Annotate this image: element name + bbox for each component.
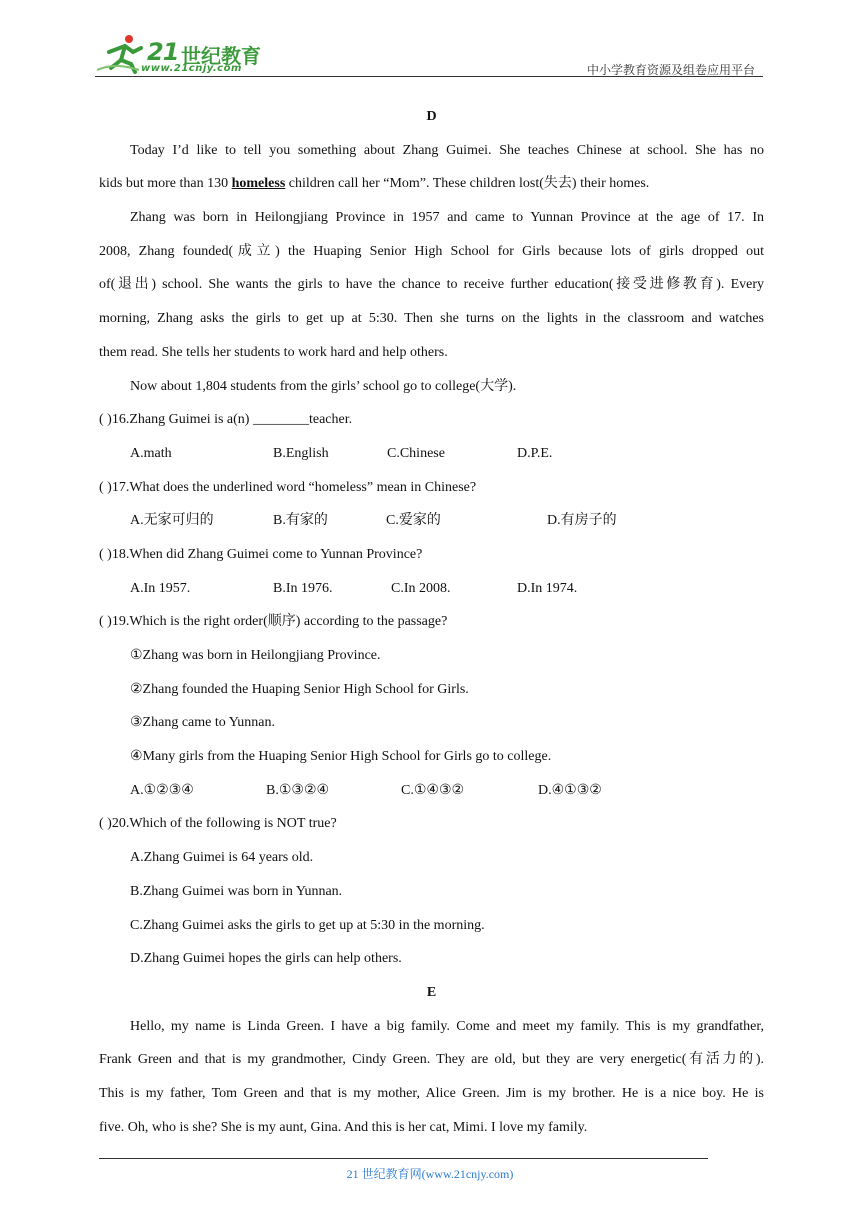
brand-url: www.21cnjy.com: [141, 63, 242, 74]
option-c: C.Chinese: [387, 445, 445, 461]
option-a: A.无家可归的: [130, 513, 214, 529]
option-a: A.Zhang Guimei is 64 years old.: [130, 850, 314, 866]
order-statement-1: ①Zhang was born in Heilongjiang Province.: [130, 648, 381, 663]
header-divider: [95, 76, 763, 77]
order-statement-3: ③Zhang came to Yunnan.: [130, 715, 275, 731]
footer-divider: [99, 1158, 708, 1159]
paragraph-line: Today I’d like to tell you something about Zhang Guimei. She teaches Chinese at school. She has no: [130, 142, 764, 158]
question-18-stem: ( )18.When did Zhang Guimei come to Yunnan Province?: [99, 546, 423, 562]
option-c: C.Zhang Guimei asks the girls to get up at 5:30 in the morning.: [130, 917, 485, 933]
paragraph-line: of(退出) school. She wants the girls to have the chance to receive further education(接受进修教育). Every: [99, 277, 764, 293]
paragraph-line: Zhang was born in Heilongjiang Province in 1957 and came to Yunnan Province at the age of 17. In: [130, 210, 764, 226]
paragraph-line: [99, 171, 764, 205]
option-c: C.In 2008.: [391, 580, 451, 596]
logo: [95, 32, 265, 76]
option-b: B.English: [273, 445, 329, 461]
question-16-stem: ( )16.Zhang Guimei is a(n) ________teacher.: [99, 412, 353, 428]
option-d: D.P.E.: [517, 445, 553, 461]
option-b: B.In 1976.: [273, 580, 333, 596]
option-c: C.爱家的: [386, 513, 441, 529]
question-17-options: [99, 508, 764, 542]
option-b: B.①③②④: [266, 782, 330, 798]
question-16-options: [99, 441, 764, 475]
question-20-stem: ( )20.Which of the following is NOT true?: [99, 816, 337, 832]
paragraph-line: Now about 1,804 students from the girls’ school go to college(大学).: [130, 378, 517, 394]
option-b: B.有家的: [273, 513, 328, 529]
option-d: D.④①③②: [538, 782, 602, 798]
option-b: B.Zhang Guimei was born in Yunnan.: [130, 883, 343, 899]
paragraph-line: Hello, my name is Linda Green. I have a big family. Come and meet my family. This is my grandfather,: [130, 1018, 764, 1034]
option-a: A.In 1957.: [130, 580, 191, 596]
page-header: [95, 32, 763, 78]
paragraph-line: morning, Zhang asks the girls to get up at 5:30. Then she turns on the lights in the classroom and watches: [99, 311, 764, 327]
footer-link[interactable]: 21 世纪教育网(www.21cnjy.com): [346, 1167, 514, 1181]
document-body: [99, 104, 764, 1148]
question-19-options: [99, 778, 764, 812]
section-e-title: E: [426, 984, 437, 1000]
brand-name: 世纪教育: [181, 44, 261, 68]
order-statement-4: ④Many girls from the Huaping Senior High School for Girls go to college.: [130, 749, 552, 765]
text-run: kids but more than 130: [99, 176, 232, 192]
option-d: D.有房子的: [547, 513, 617, 529]
question-18-options: [99, 576, 764, 610]
paragraph-line: five. Oh, who is she? She is my aunt, Gina. And this is her cat, Mimi. I love my family.: [99, 1119, 588, 1135]
order-statement-2: ②Zhang founded the Huaping Senior High School for Girls.: [130, 681, 469, 697]
section-d-title: D: [426, 109, 437, 124]
option-d: D.Zhang Guimei hopes the girls can help others.: [130, 951, 402, 967]
option-d: D.In 1974.: [517, 580, 578, 596]
option-a: A.math: [130, 445, 172, 461]
option-c: C.①④③②: [401, 782, 465, 798]
paragraph-line: This is my father, Tom Green and that is my mother, Alice Green. Jim is my brother. He is a nice boy. He is: [99, 1085, 764, 1101]
question-17-stem: ( )17.What does the underlined word “homeless” mean in Chinese?: [99, 479, 477, 495]
paragraph-line: 2008, Zhang founded(成立) the Huaping Senior High School for Girls because lots of girls dropped out: [99, 243, 764, 259]
question-19-stem: ( )19.Which is the right order(顺序) according to the passage?: [99, 614, 448, 630]
underlined-word: homeless: [231, 176, 286, 192]
paragraph-line: Frank Green and that is my grandmother, Cindy Green. They are old, but they are very energetic(有活力的).: [99, 1052, 764, 1068]
option-a: A.①②③④: [130, 782, 194, 798]
header-tagline: 中小学教育资源及组卷应用平台: [586, 63, 755, 77]
text-run: children call her “Mom”. These children lost(失去) their homes.: [285, 176, 650, 192]
brand-number: 21: [147, 38, 179, 66]
paragraph-line: them read. She tells her students to work hard and help others.: [99, 344, 448, 360]
